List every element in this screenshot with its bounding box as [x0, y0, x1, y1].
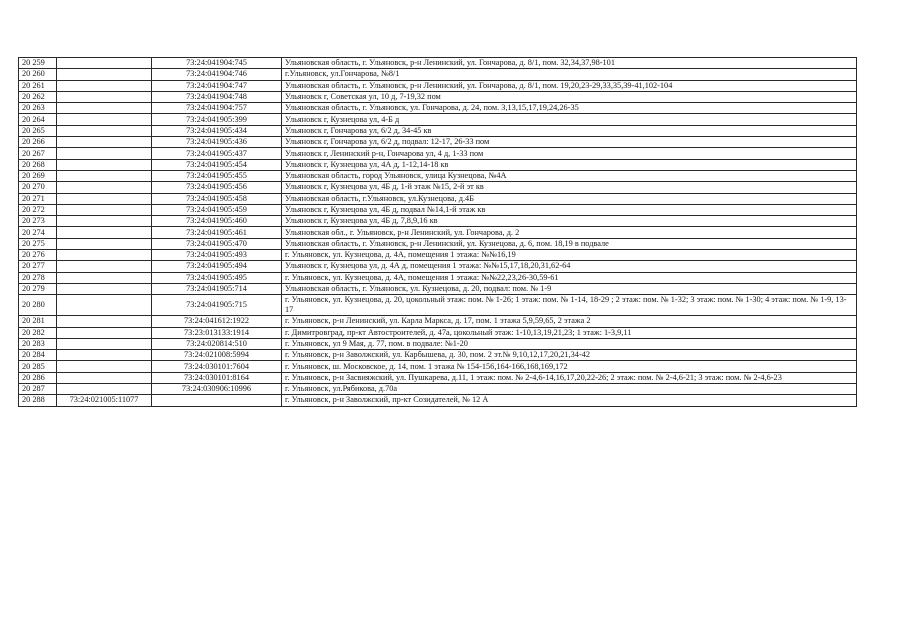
row-number-cell: 20 268	[19, 159, 57, 170]
cadastral-number-cell: 73:24:041905:494	[152, 261, 282, 272]
cadastral-number-cell: 73:24:021008:5994	[152, 350, 282, 361]
row-number-cell: 20 281	[19, 316, 57, 327]
cadastral-number-cell: 73:24:041905:460	[152, 216, 282, 227]
table-row	[19, 80, 857, 91]
address-cell: Ульяновская область, г. Ульяновск, р-н Ленинский, ул. Гончарова, д. 8/1, пом. 19,20,23-29,33,35,39-41,102-104	[282, 80, 857, 91]
row-number-cell: 20 280	[19, 295, 57, 316]
address-cell: г. Ульяновск, ш. Московское, д. 14, пом. 1 этажа № 154-156,164-166,168,169,172	[282, 361, 857, 372]
cadastral-number-alt-cell	[57, 384, 152, 395]
table-row	[19, 327, 857, 338]
row-number-cell: 20 278	[19, 272, 57, 283]
cadastral-number-alt-cell	[57, 316, 152, 327]
cadastral-number-cell: 73:24:041904:745	[152, 58, 282, 69]
table-row	[19, 58, 857, 69]
row-number-cell: 20 273	[19, 216, 57, 227]
table-row	[19, 216, 857, 227]
row-number-cell: 20 276	[19, 250, 57, 261]
cadastral-number-cell: 73:24:041904:757	[152, 103, 282, 114]
cadastral-number-cell: 73:24:041905:495	[152, 272, 282, 283]
cadastral-number-alt-cell	[57, 350, 152, 361]
cadastral-number-alt-cell	[57, 204, 152, 215]
registry-table	[18, 57, 857, 407]
row-number-cell: 20 274	[19, 227, 57, 238]
table-row	[19, 361, 857, 372]
cadastral-number-alt-cell	[57, 114, 152, 125]
cadastral-number-cell: 73:24:020814:510	[152, 338, 282, 349]
cadastral-number-cell: 73:24:041905:493	[152, 250, 282, 261]
row-number-cell: 20 264	[19, 114, 57, 125]
address-cell: Ульяновская область, г. Ульяновск, ул. Гончарова, д. 24, пом. 3,13,15,17,19,24,26-35	[282, 103, 857, 114]
row-number-cell: 20 267	[19, 148, 57, 159]
cadastral-number-cell: 73:24:041905:461	[152, 227, 282, 238]
cadastral-number-cell: 73:24:030906:10996	[152, 384, 282, 395]
cadastral-number-cell: 73:24:041904:746	[152, 69, 282, 80]
table-row	[19, 261, 857, 272]
address-cell: г. Ульяновск, р-н Заволжский, ул. Карбышева, д. 30, пом. 2 эт.№ 9,10,12,17,20,21,34-42	[282, 350, 857, 361]
address-cell: г. Ульяновск, р-н Ленинский, ул. Карла Маркса, д. 17, пом. 1 этажа 5,9,59,65, 2 этажа 2	[282, 316, 857, 327]
table-row	[19, 193, 857, 204]
table-row	[19, 137, 857, 148]
cadastral-number-cell: 73:24:041904:748	[152, 91, 282, 102]
row-number-cell: 20 261	[19, 80, 57, 91]
cadastral-number-alt-cell	[57, 261, 152, 272]
address-cell: г. Ульяновск, р-н Заволжский, пр-кт Созидателей, № 12 А	[282, 395, 857, 406]
cadastral-number-alt-cell	[57, 338, 152, 349]
row-number-cell: 20 282	[19, 327, 57, 338]
address-cell: Ульяновск г, Кузнецова ул, 4Б д, 7,8,9,16 кв	[282, 216, 857, 227]
cadastral-number-alt-cell	[57, 182, 152, 193]
table-row	[19, 170, 857, 181]
address-cell: г.Ульяновск, ул.Гончарова, №8/1	[282, 69, 857, 80]
cadastral-number-alt-cell	[57, 103, 152, 114]
cadastral-number-alt-cell	[57, 250, 152, 261]
cadastral-number-alt-cell	[57, 193, 152, 204]
cadastral-number-cell: 73:24:041905:437	[152, 148, 282, 159]
address-cell: Ульяновск г, Кузнецова ул, 4А д, 1-12,14-18 кв	[282, 159, 857, 170]
address-cell: Ульяновская область, г.Ульяновск, ул.Кузнецова, д.4Б	[282, 193, 857, 204]
table-row	[19, 238, 857, 249]
address-cell: г. Ульяновск, ул.Рябикова, д.70а	[282, 384, 857, 395]
address-cell: Ульяновск г, Кузнецова ул, д. 4А д, помещения 1 этажа: №№15,17,18,20,31,62-64	[282, 261, 857, 272]
cadastral-number-alt-cell	[57, 283, 152, 294]
table-row	[19, 395, 857, 406]
table-row	[19, 250, 857, 261]
address-cell: Ульяновск г, Гончарова ул, 6/2 д, подвал: 12-17, 26-33 пом	[282, 137, 857, 148]
address-cell: Ульяновск г, Гончарова ул, 6/2 д, 34-45 кв	[282, 125, 857, 136]
row-number-cell: 20 266	[19, 137, 57, 148]
cadastral-number-alt-cell	[57, 327, 152, 338]
table-row	[19, 338, 857, 349]
address-cell: Ульяновская область, г. Ульяновск, р-н Ленинский, ул. Гончарова, д. 8/1, пом. 32,34,37,98-101	[282, 58, 857, 69]
table-row	[19, 272, 857, 283]
registry-table-body	[19, 58, 857, 407]
row-number-cell: 20 285	[19, 361, 57, 372]
address-cell: г. Ульяновск, ул. Кузнецова, д. 4А, помещения 1 этажа: №№16,19	[282, 250, 857, 261]
cadastral-number-cell: 73:24:041905:715	[152, 295, 282, 316]
cadastral-number-cell	[152, 395, 282, 406]
cadastral-number-cell: 73:24:030101:7604	[152, 361, 282, 372]
cadastral-number-cell: 73:24:041904:747	[152, 80, 282, 91]
address-cell: г. Ульяновск, ул. Кузнецова, д. 20, цокольный этаж: пом. № 1-26; 1 этаж: пом. № 1-14, 18-29 ; 2 этаж: пом. № 1-32; 3 этаж: пом. № 1-30; 4 этаж: пом. № 1-9, 13-17	[282, 295, 857, 316]
cadastral-number-alt-cell	[57, 216, 152, 227]
cadastral-number-cell: 73:24:041905:714	[152, 283, 282, 294]
table-row	[19, 227, 857, 238]
cadastral-number-cell: 73:24:030101:8164	[152, 372, 282, 383]
cadastral-number-alt-cell	[57, 69, 152, 80]
cadastral-number-cell: 73:24:041905:456	[152, 182, 282, 193]
row-number-cell: 20 269	[19, 170, 57, 181]
address-cell: г. Димитровград, пр-кт Автостроителей, д. 47а, цокольный этаж: 1-10,13,19,21,23; 1 этаж: 1-3,9,11	[282, 327, 857, 338]
table-row	[19, 283, 857, 294]
cadastral-number-cell: 73:24:041905:436	[152, 137, 282, 148]
cadastral-number-cell: 73:24:041905:454	[152, 159, 282, 170]
cadastral-number-alt-cell	[57, 159, 152, 170]
row-number-cell: 20 265	[19, 125, 57, 136]
cadastral-number-cell: 73:23:013133:1914	[152, 327, 282, 338]
address-cell: Ульяновск г, Кузнецова ул, 4Б д, подвал №14,1-й этаж кв	[282, 204, 857, 215]
cadastral-number-alt-cell	[57, 137, 152, 148]
table-row	[19, 182, 857, 193]
address-cell: Ульяновск г, Советская ул, 10 д, 7-19,32 пом	[282, 91, 857, 102]
cadastral-number-alt-cell	[57, 148, 152, 159]
cadastral-number-cell: 73:24:041905:459	[152, 204, 282, 215]
table-row	[19, 159, 857, 170]
table-row	[19, 114, 857, 125]
cadastral-number-alt-cell	[57, 58, 152, 69]
cadastral-number-alt-cell	[57, 372, 152, 383]
table-row	[19, 350, 857, 361]
cadastral-number-cell: 73:24:041905:434	[152, 125, 282, 136]
row-number-cell: 20 279	[19, 283, 57, 294]
cadastral-number-alt-cell	[57, 295, 152, 316]
address-cell: Ульяновская обл., г. Ульяновск, р-н Ленинский, ул. Гончарова, д. 2	[282, 227, 857, 238]
row-number-cell: 20 270	[19, 182, 57, 193]
address-cell: г. Ульяновск, ул 9 Мая, д. 77, пом. в подвале: №1-20	[282, 338, 857, 349]
cadastral-number-alt-cell	[57, 91, 152, 102]
cadastral-number-cell: 73:24:041612:1922	[152, 316, 282, 327]
table-row	[19, 103, 857, 114]
cadastral-number-alt-cell	[57, 125, 152, 136]
address-cell: Ульяновская область, город Ульяновск, улица Кузнецова, №4А	[282, 170, 857, 181]
row-number-cell: 20 287	[19, 384, 57, 395]
cadastral-number-cell: 73:24:041905:399	[152, 114, 282, 125]
row-number-cell: 20 275	[19, 238, 57, 249]
row-number-cell: 20 284	[19, 350, 57, 361]
row-number-cell: 20 260	[19, 69, 57, 80]
row-number-cell: 20 263	[19, 103, 57, 114]
table-row	[19, 372, 857, 383]
address-cell: Ульяновская область, г. Ульяновск, р-н Ленинский, ул. Кузнецова, д. 6, пом. 18,19 в подвале	[282, 238, 857, 249]
row-number-cell: 20 271	[19, 193, 57, 204]
address-cell: Ульяновская область, г. Ульяновск, ул. Кузнецова, д. 20, подвал: пом. № 1-9	[282, 283, 857, 294]
cadastral-number-alt-cell	[57, 227, 152, 238]
address-cell: г. Ульяновск, ул. Кузнецова, д. 4А, помещения 1 этажа: №№22,23,26-30,59-61	[282, 272, 857, 283]
cadastral-number-alt-cell	[57, 361, 152, 372]
table-row	[19, 384, 857, 395]
table-row	[19, 125, 857, 136]
table-row	[19, 295, 857, 316]
address-cell: Ульяновск г, Кузнецова ул, 4Б д, 1-й этаж №15, 2-й эт кв	[282, 182, 857, 193]
cadastral-number-cell: 73:24:041905:458	[152, 193, 282, 204]
table-row	[19, 148, 857, 159]
cadastral-number-alt-cell	[57, 272, 152, 283]
table-row	[19, 69, 857, 80]
address-cell: Ульяновск г, Ленинский р-н, Гончарова ул, 4 д, 1-33 пом	[282, 148, 857, 159]
table-row	[19, 204, 857, 215]
address-cell: г. Ульяновск, р-н Засвияжский, ул. Пушкарева, д.11, 1 этаж: пом. № 2-4,6-14,16,17,20,22-26; 2 этаж: пом. № 2-4,6-21; 3 этаж: пом. № 2-4,6-23	[282, 372, 857, 383]
address-cell: Ульяновск г, Кузнецова ул, 4-Б д	[282, 114, 857, 125]
cadastral-number-alt-cell	[57, 238, 152, 249]
row-number-cell: 20 288	[19, 395, 57, 406]
cadastral-number-alt-cell	[57, 80, 152, 91]
row-number-cell: 20 259	[19, 58, 57, 69]
table-row	[19, 91, 857, 102]
row-number-cell: 20 272	[19, 204, 57, 215]
cadastral-number-cell: 73:24:041905:470	[152, 238, 282, 249]
row-number-cell: 20 277	[19, 261, 57, 272]
row-number-cell: 20 283	[19, 338, 57, 349]
row-number-cell: 20 286	[19, 372, 57, 383]
row-number-cell: 20 262	[19, 91, 57, 102]
table-row	[19, 316, 857, 327]
cadastral-number-alt-cell: 73:24:021005:11077	[57, 395, 152, 406]
cadastral-number-cell: 73:24:041905:455	[152, 170, 282, 181]
cadastral-number-alt-cell	[57, 170, 152, 181]
